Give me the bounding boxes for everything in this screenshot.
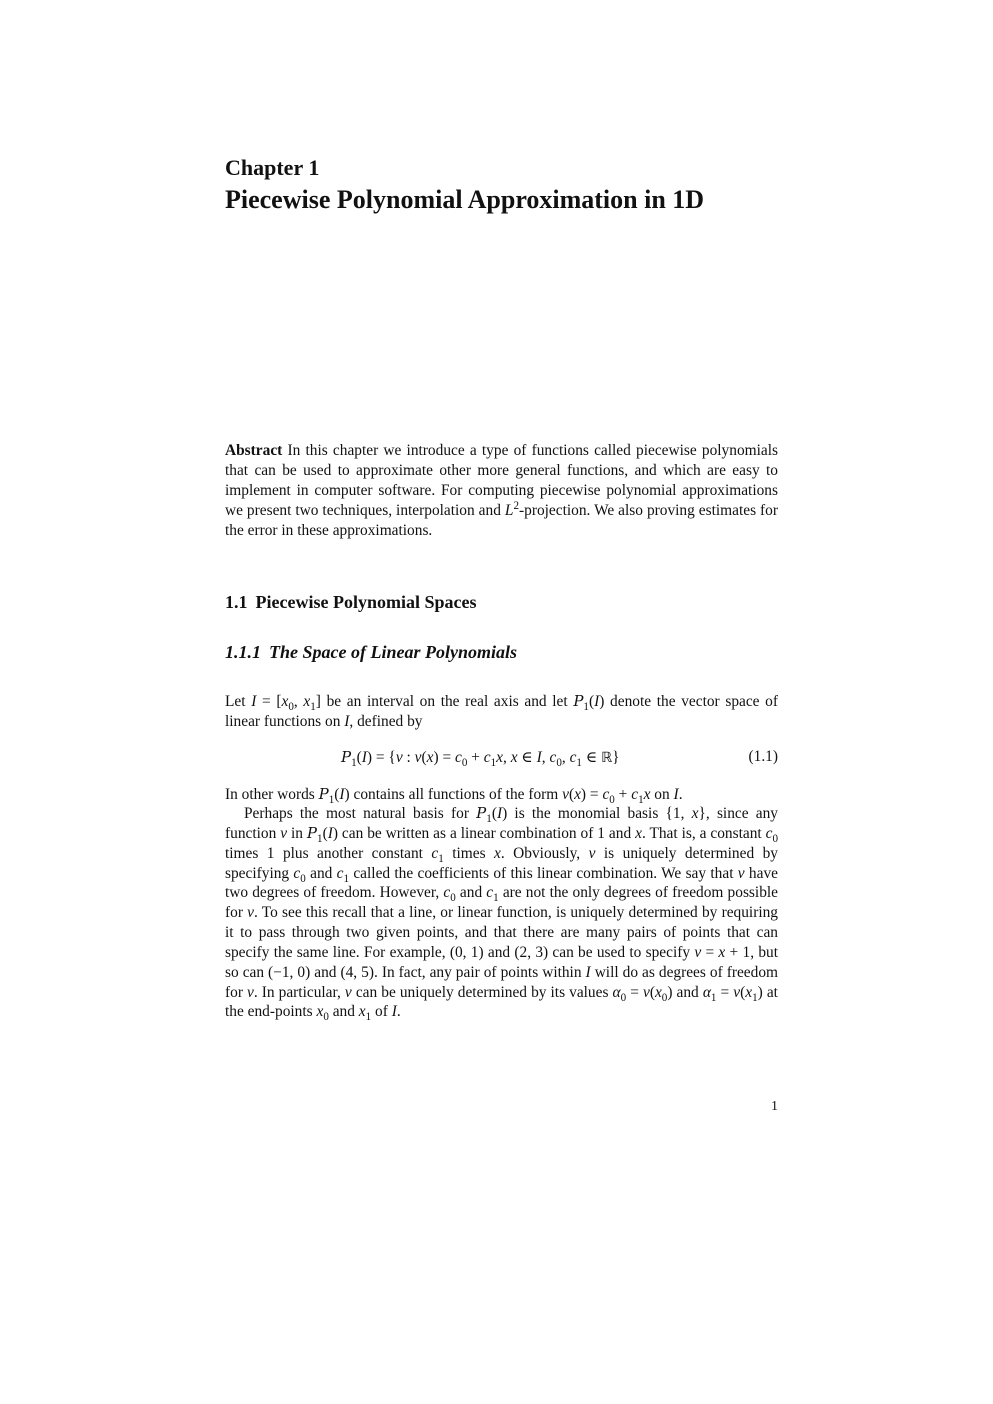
section-title: Piecewise Polynomial Spaces (255, 592, 477, 612)
abstract-label: Abstract (225, 442, 283, 459)
subsection-title: The Space of Linear Polynomials (269, 642, 517, 662)
page-number: 1 (771, 1099, 778, 1114)
subsection-number: 1.1.1 (225, 642, 261, 662)
equation-tag: (1.1) (748, 748, 778, 765)
subsection-heading (225, 640, 517, 664)
equation-body: $P_1(I) = \{v$ : $v(x) = c_0 + c_1x$, x ∈ I, $c_0$, $c_1$ ∈ ℝ} (341, 748, 620, 770)
chapter-label: Chapter 1 (225, 155, 320, 180)
section-number: 1.1 (225, 592, 248, 612)
paragraph-1: Let $I = [x_0$, $x_1$] be an interval on the real axis and let $P_1(I)$ denote the vector space of linear functions on I, defined by (225, 692, 778, 730)
section-heading (225, 590, 476, 614)
abstract-text: In this chapter we introduce a type of functions called piecewise polynomials that can be used to approximate other more general functions, and which are easy to implement in computer software. For computing piecewise polynomial approximations we present two techniques, interpolation and $L^2$-projection. We also proving estimates for the error in these approximations. (225, 442, 779, 539)
abstract (225, 441, 778, 541)
paragraph-2: In other words $P_1(I)$ contains all functions of the form $v(x) = c_0 + c_1x$ on I. (225, 785, 683, 807)
paragraph-3: Perhaps the most natural basis for $P_1(I)$ is the monomial basis {1, x}, since any function v in $P_1(I)$ can be written as a linear combination of 1 and x. That is, a constant $c_0$ times 1 plus another constant $c_1$ times x. Obviously, v is uniquely determined by specifying $c_0$ and $c_1$ called the coefficients of this linear combination. We say that v have two degrees of freedom. However, $c_0$ and $c_1$ are not the only degrees of freedom possible for v. To see this recall that a line, or linear function, is uniquely determined by requiring it to pass through two given points, and that there are many pairs of points that can specify the same line. For example, (0, 1) and (2, 3) can be used to specify v = x + 1, but so can (−1, 0) and (4, 5). In fact, any pair of points within I will do as degrees of freedom for v. In particular, v can be uniquely determined by its values $\alpha_0 = v(x_0)$ and $\alpha_1 = v(x_1)$ at the end-points $x_0$ and $x_1$ of I. (225, 804, 779, 1024)
chapter-title: Piecewise Polynomial Approximation in 1D (225, 185, 705, 214)
equation-1-1 (225, 746, 778, 768)
